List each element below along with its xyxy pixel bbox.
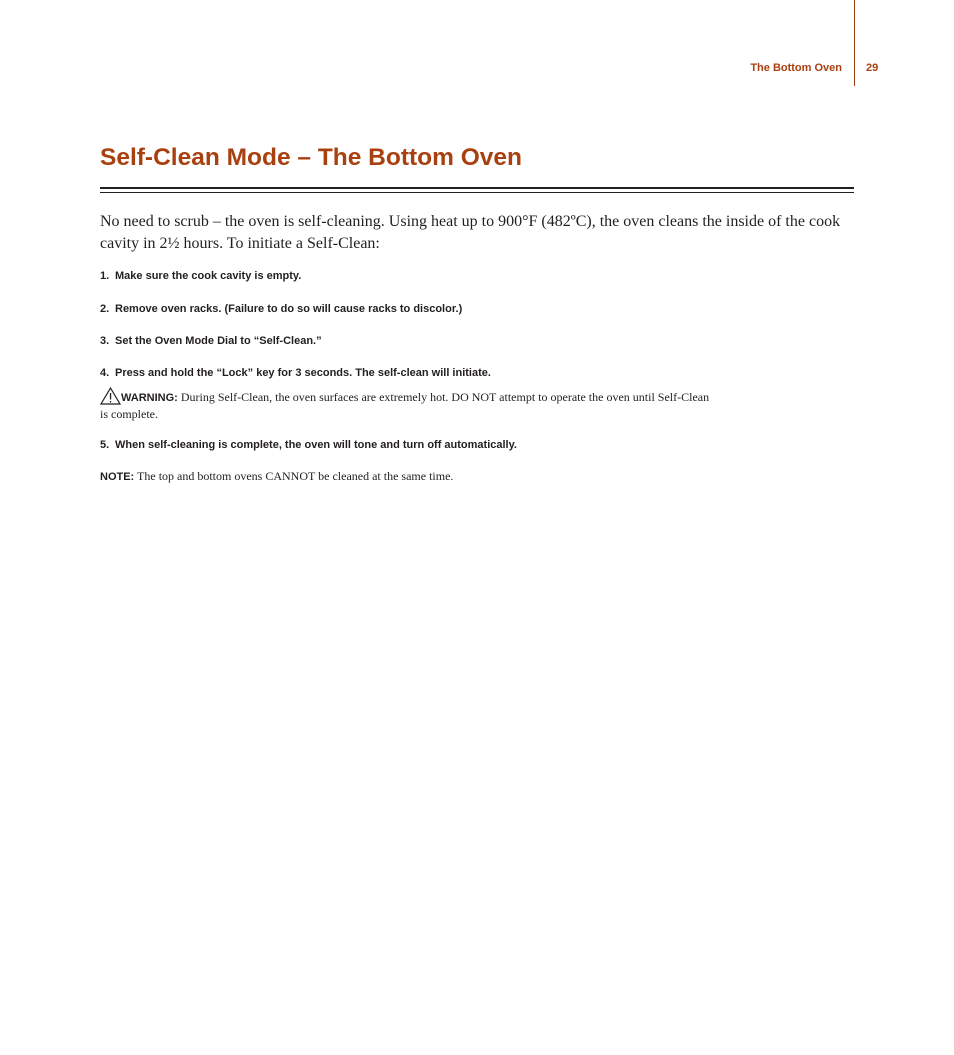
- page-number: 29: [866, 62, 879, 74]
- step-5: [100, 439, 517, 451]
- step-number: 2.: [100, 303, 110, 315]
- warning-label: WARNING:: [121, 392, 178, 404]
- step-text: When self-cleaning is complete, the oven will tone and turn off automatically.: [115, 439, 517, 451]
- step-text: Remove oven racks. (Failure to do so will cause racks to discolor.): [115, 303, 463, 315]
- warning-triangle-icon: [100, 387, 121, 405]
- header-section-title: The Bottom Oven: [750, 62, 842, 74]
- note-label: NOTE:: [100, 471, 135, 483]
- step-number: 3.: [100, 335, 110, 347]
- note-block: [100, 468, 453, 485]
- warning-block: [100, 387, 710, 422]
- title-rule-thick: [100, 187, 854, 189]
- title-rule-thin: [100, 192, 854, 193]
- step-text: Set the Oven Mode Dial to “Self-Clean.”: [115, 335, 322, 347]
- step-text: Make sure the cook cavity is empty.: [115, 270, 302, 282]
- header-divider: [854, 0, 855, 86]
- step-1: [100, 270, 301, 282]
- note-text: The top and bottom ovens CANNOT be cleaned at the same time.: [137, 469, 454, 483]
- step-number: 1.: [100, 270, 110, 282]
- step-3: [100, 335, 322, 347]
- step-4: [100, 367, 491, 379]
- intro-paragraph: No need to scrub – the oven is self-cleaning. Using heat up to 900°F (482ºC), the oven cleans the inside of the cook cavity in 2½ hours. To initiate a Self-Clean:: [100, 213, 841, 252]
- step-text: Press and hold the “Lock” key for 3 seconds. The self-clean will initiate.: [115, 367, 491, 379]
- step-number: 4.: [100, 367, 110, 379]
- warning-text: During Self-Clean, the oven surfaces are extremely hot. DO NOT attempt to operate the oven until Self-Clean is complete.: [100, 390, 710, 421]
- step-number: 5.: [100, 439, 110, 451]
- step-2: [100, 303, 462, 315]
- page-title: Self-Clean Mode – The Bottom Oven: [100, 144, 522, 171]
